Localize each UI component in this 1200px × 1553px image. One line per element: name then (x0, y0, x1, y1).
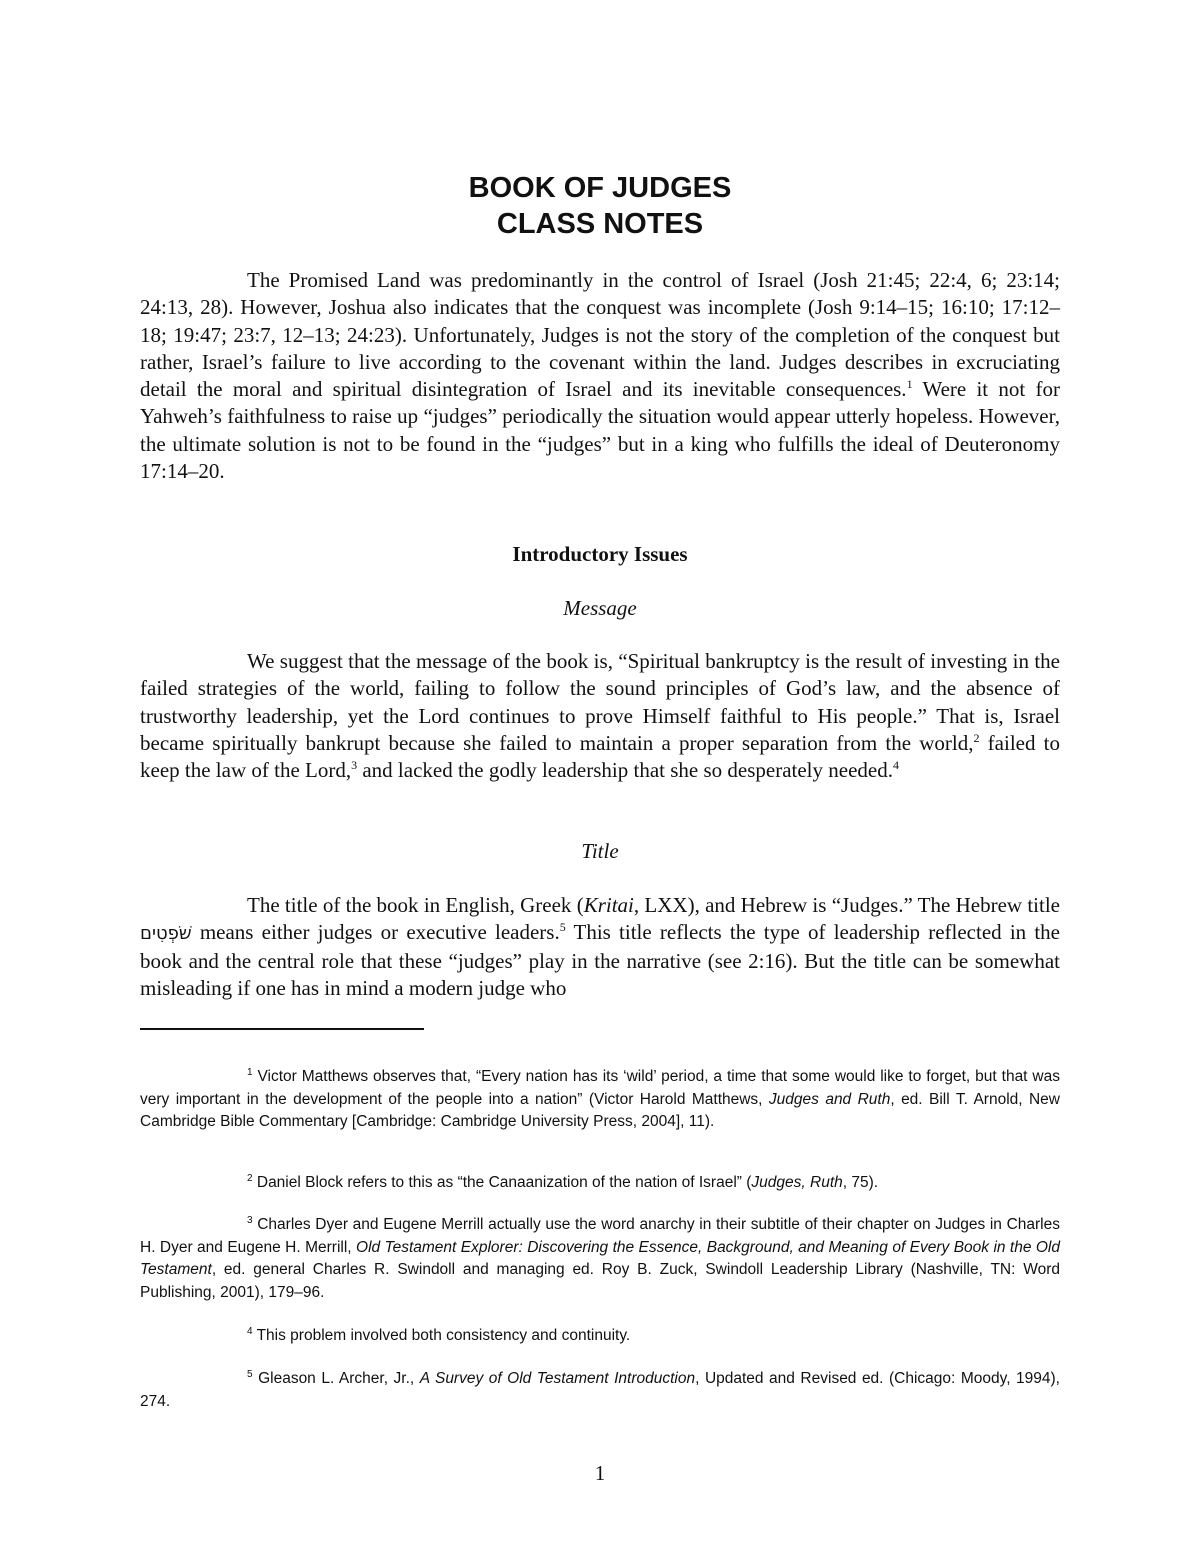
footnote-2-text-part-1: Daniel Block refers to this as “the Canaanization of the nation of Israel” ( (252, 1174, 752, 1191)
footnote-2-italic: Judges, Ruth (751, 1174, 843, 1191)
page-number: 1 (594, 1461, 606, 1485)
footnote-ref-3[interactable]: 3 (351, 758, 358, 773)
footnote-1-text-part-2: , ed. Bill T. Arnold, New Cambridge Bible Commentary [Cambridge: Cambridge University Press, 2004], 11). (140, 1090, 1060, 1130)
title-text-part-1: The title of the book in English, Greek ( (247, 893, 584, 917)
title-paragraph (140, 892, 1060, 1002)
footnote-5-italic: A Survey of Old Testament Introduction (419, 1370, 696, 1387)
greek-title-word: Kritai (583, 893, 634, 917)
footnote-ref-5[interactable]: 5 (559, 920, 566, 935)
footnote-5 (140, 1368, 1060, 1413)
subheading-message: Message (563, 596, 637, 620)
message-text-part-2: failed to keep the law of the Lord, (140, 730, 1061, 783)
intro-text-part-2: Were it not for Yahweh’s faithfulness to raise up “judges” periodically the situation would appear utterly hopeless. However, the ultimate solution is not to be found in the “judges” but in a king who fulfills the ideal of Deuteronomy 17:14–20. (140, 377, 1060, 484)
footnote-5-text-part-1: Gleason L. Archer, Jr., (252, 1370, 420, 1387)
title-line-1: BOOK OF JUDGES (468, 172, 732, 204)
footnote-3-number: 3 (247, 1214, 253, 1226)
footnote-1 (140, 1066, 1060, 1134)
hebrew-title-word: שֹׁפְטִים (140, 923, 192, 945)
intro-text-part-1: The Promised Land was predominantly in the control of Israel (Josh 21:45; 22:4, 6; 23:14; 24:13, 28). However, Joshua also indicates that the conquest was incomplete (Josh 9:14–15; 16:10; 17:12–18; 19:47; 23:7, 12–13; 24:23). Unfortunately, Judges is not the story of the completion of the conquest but rather, Israel’s failure to live according to the covenant within the land. Judges describes in excruciating detail the moral and spiritual disintegration of Israel and its inevitable consequences. (140, 268, 1060, 402)
message-text-part-1: We suggest that the message of the book is, “Spiritual bankruptcy is the result of investing in the failed strategies of the world, failing to follow the sound principles of God’s law, and the absence of trustworthy leadership, yet the Lord continues to prove Himself faithful to His people.” That is, Israel became spiritually bankrupt because she failed to maintain a proper separation from the world, (140, 649, 1060, 755)
message-paragraph (140, 648, 1060, 784)
document-title (140, 170, 1060, 242)
title-text-part-2: , LXX), and Hebrew is “Judges.” The Hebrew title (633, 893, 1060, 917)
footnote-3-text-part-1: Charles Dyer and Eugene Merrill actually use the word anarchy in their subtitle of their chapter on Judges in Charles H. Dyer and Eugene H. Merrill, (140, 1216, 1060, 1256)
footnote-3-text-part-2: , ed. general Charles R. Swindoll and managing ed. Roy B. Zuck, Swindoll Leadership Library (Nashville, TN: Word Publishing, 2001), 179–96. (140, 1261, 1060, 1301)
footnote-3-italic: Old Testament Explorer: Discovering the Essence, Background, and Meaning of Every Book in the Old Testament (140, 1238, 1061, 1278)
footnote-2-number: 2 (247, 1172, 253, 1184)
intro-paragraph (140, 267, 1060, 485)
footnote-1-number: 1 (247, 1066, 253, 1078)
footnote-4-number: 4 (247, 1325, 253, 1337)
title-line-2: CLASS NOTES (496, 208, 704, 240)
message-text-part-3: and lacked the godly leadership that she so desperately needed. (357, 758, 893, 783)
subheading-title: Title (581, 839, 619, 863)
footnote-ref-4[interactable]: 4 (892, 758, 899, 773)
footnote-2-text-part-2: , 75). (842, 1174, 879, 1191)
footnote-1-text-part-1: Victor Matthews observes that, “Every nation has its ‘wild’ period, a time that some would like to forget, but that was very important in the development of the people into a nation” (Victor Harold Matthews, (140, 1068, 1060, 1108)
footnote-5-text-part-2: , Updated and Revised ed. (Chicago: Moody, 1994), 274. (140, 1370, 1060, 1410)
footnote-ref-2[interactable]: 2 (973, 730, 980, 745)
footnote-3 (140, 1214, 1060, 1304)
footnote-4 (140, 1325, 1060, 1348)
footnote-1-italic: Judges and Ruth (768, 1090, 891, 1108)
footnote-separator (140, 1028, 424, 1030)
footnote-ref-1[interactable]: 1 (906, 377, 913, 392)
footnote-2 (140, 1172, 1060, 1195)
section-heading-introductory-issues: Introductory Issues (512, 542, 688, 566)
title-text-part-3: means either judges or executive leaders. (191, 920, 560, 945)
title-text-part-4: This title reflects the type of leadership reflected in the book and the central role that these “judges” play in the narrative (see 2:16). But the title can be somewhat misleading if one has in mind a modern judge who (140, 920, 1061, 1000)
footnote-4-text: This problem involved both consistency and continuity. (252, 1327, 631, 1344)
footnote-5-number: 5 (247, 1368, 253, 1380)
